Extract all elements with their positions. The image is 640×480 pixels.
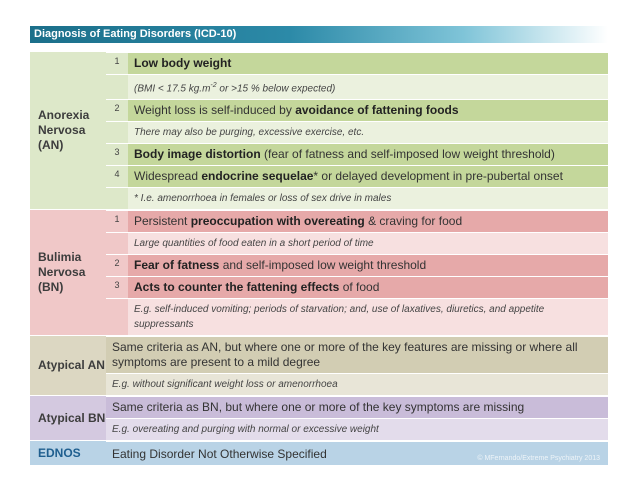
criterion-number: 3 [106,144,128,165]
section-ednos [30,441,608,466]
page-title: Diagnosis of Eating Disorders (ICD-10) [30,26,608,43]
criteria-row [106,143,608,165]
criteria-text: Fear of fatness and self-imposed low weight threshold [128,255,608,276]
diagnosis-table [30,52,608,466]
criterion-number [106,75,128,99]
key-feature: endocrine sequelae [201,169,314,184]
category-label: Atypical BN [30,396,106,440]
criteria-rows [106,441,608,465]
criterion-number: 1 [106,211,128,232]
note-text: Large quantities of food eaten in a short period of time [128,233,608,254]
criteria-note [106,373,608,395]
criteria-row [106,396,608,418]
criteria-rows [106,336,608,395]
criteria-note [106,187,608,209]
criteria-text: Widespread endocrine sequelae* or delayed development in pre-pubertal onset [128,166,608,187]
criteria-text: Eating Disorder Not Otherwise Specified [106,442,608,465]
section-atypical-bn [30,396,608,441]
criterion-number [106,188,128,209]
key-feature: Body image distortion [134,147,261,162]
category-label: Bulimia Nervosa (BN) [30,210,106,335]
section-atypical-an [30,336,608,396]
criteria-row [106,165,608,187]
note-text: E.g. without significant weight loss or amenorrhoea [106,374,608,395]
criteria-row [106,254,608,276]
note-text: E.g. overeating and purging with normal or excessive weight [106,419,608,440]
note-text: There may also be purging, excessive exercise, etc. [128,122,608,143]
criteria-note [106,298,608,335]
criteria-text: Weight loss is self-induced by avoidance of fattening foods [128,100,608,121]
key-feature: Fear of fatness [134,258,220,273]
criteria-text [128,53,608,74]
criteria-note [106,418,608,440]
criteria-note [106,121,608,143]
criteria-note [106,74,608,99]
category-label: Atypical AN [30,336,106,395]
criteria-row [106,336,608,373]
criteria-rows [106,396,608,440]
note-text: (BMI < 17.5 $kg.m^{-2}$ or >15 % below expected) [128,75,608,99]
note-text: E.g. self-induced vomiting; periods of starvation; and, use of laxatives, diuretics, and appetite suppressants [128,299,608,335]
criteria-row [106,276,608,298]
key-feature: Acts to counter the fattening effects [134,280,340,295]
criteria-note [106,232,608,254]
section-anorexia [30,52,608,210]
category-label: EDNOS [30,441,106,465]
criterion-number [106,233,128,254]
key-feature: avoidance of fattening foods [295,103,459,118]
criterion-number: 4 [106,166,128,187]
criteria-text: Same criteria as BN, but where one or more of the key symptoms are missing [106,397,608,418]
criteria-row [106,99,608,121]
criteria-rows [106,210,608,335]
criterion-number: 1 [106,53,128,74]
criteria-rows [106,52,608,209]
criterion-number: 2 [106,255,128,276]
copyright-text: © MFernando/Extreme Psychiatry 2013 [477,455,600,463]
criterion-number: 3 [106,277,128,298]
criterion-number [106,122,128,143]
category-label: Anorexia Nervosa (AN) [30,52,106,209]
criteria-text: Body image distortion (fear of fatness and self-imposed low weight threshold) [128,144,608,165]
criteria-text: Persistent preoccupation with overeating & craving for food [128,211,608,232]
criterion-number [106,299,128,335]
criteria-row [106,52,608,74]
criterion-number: 2 [106,100,128,121]
criteria-row [106,210,608,232]
criteria-text: Acts to counter the fattening effects of food [128,277,608,298]
note-text: * I.e. amenorrhoea in females or loss of sex drive in males [128,188,608,209]
section-bulimia [30,210,608,336]
key-feature: Low body weight [134,56,232,70]
key-feature: preoccupation with overeating [190,214,365,229]
criteria-text: Same criteria as AN, but where one or more of the key features are missing or where all symptoms are present to a mild degree [106,337,608,373]
